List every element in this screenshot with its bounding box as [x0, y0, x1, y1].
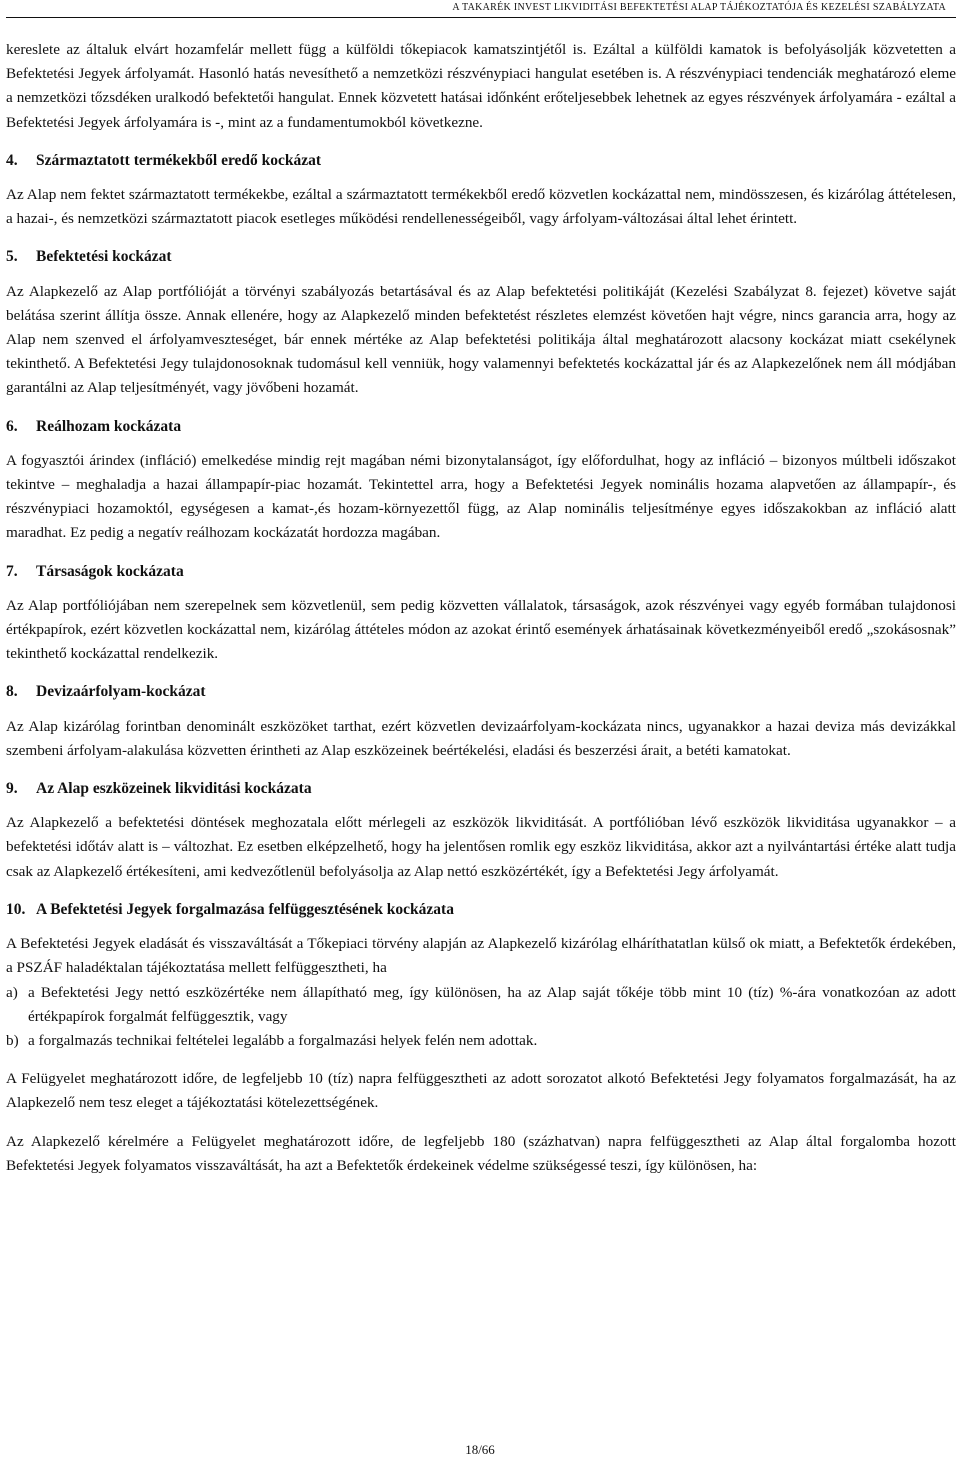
section-title: Befektetési kockázat [36, 248, 172, 266]
list-item [6, 1029, 956, 1053]
section-heading [6, 149, 956, 173]
section-5 [6, 245, 956, 400]
section-paragraph: Az Alap nem fektet származtatott termékekbe, ezáltal a származtatott termékekből eredő közvetlen kockázattal nem, mindösszesen, és kizárólag áttételesen, a hazai-, és nemzetközi származtatott piacok esetleges működési rendellenességeiből, vagy árfolyam-változásai által lehet érintett. [6, 186, 956, 228]
section-title: Devizaárfolyam-kockázat [36, 683, 206, 701]
section-number: 7. [6, 562, 18, 580]
suspension-conditions-list [6, 981, 956, 1054]
section-paragraph: Az Alapkezelő a befektetési döntések meghozatala előtt mérlegeli az eszközök likviditását. A portfólióban lévő eszközök likviditása ugyanakkor – a befektetési időtáv alatt is – változhat. Ez esetben elképzelhető, hogy ha jelentősen romlik egy eszköz likviditása, akkor azt a nyilvántartási értéke alatt tudja csak az Alapkezelő értékesíteni, ami kedvezőtlenül befolyásolja az Alap nettó eszközértékét, így a Befektetési Jegy árfolyamát. [6, 814, 956, 880]
section-paragraph: A Felügyelet meghatározott időre, de legfeljebb 10 (tíz) napra felfüggesztheti az adott sorozatot alkotó Befektetési Jegy folyamatos forgalmazását, ha az Alapkezelő nem tesz eleget a tájékoztatási kötelezettségének. [6, 1070, 956, 1112]
section-paragraph: Az Alapkezelő az Alap portfólióját a törvényi szabályozás betartásával és az Alap befektetési politikáját (Kezelési Szabályzat 8. fejezet) követve saját belátása szerint állítja össze. Annak ellenére, hogy az Alapkezelő minden befektetést részletes elemzést követően hajt végre, nincs garancia arra, hogy az Alap nem szenved el árfolyamveszteséget, bár ennek mértéke az Alap befektetési politikája által meghatározott alacsony kockázat miatt csekélynek tekinthető. A Befektetési Jegy tulajdonosoknak tudomásul kell venniük, hogy valamennyi befektetés kockázattal jár és az Alapkezelőnek nem áll módjában garantálni az Alap teljesítményét, vagy jövőbeni hozamát. [6, 282, 956, 397]
list-item-text: a forgalmazás technikai feltételei legalább a forgalmazási helyek felén nem adottak. [28, 1031, 538, 1049]
section-6 [6, 415, 956, 546]
section-8 [6, 680, 956, 763]
list-item-text: a Befektetési Jegy nettó eszközértéke nem állapítható meg, így különösen, ha az Alap saját tőkéje több mint 10 (tíz) %-ára vonatkozóan az adott értékpapírok forgalmát felfüggesztik, vagy [28, 983, 956, 1025]
list-item [6, 981, 956, 1029]
list-marker: b) [6, 1031, 19, 1049]
section-number: 8. [6, 683, 18, 701]
list-marker: a) [6, 983, 18, 1001]
section-heading [6, 415, 956, 439]
section-number: 4. [6, 151, 18, 169]
section-paragraph: A fogyasztói árindex (infláció) emelkedése mindig rejt magában némi bizonytalanságot, így előfordulhat, hogy az infláció – bizonyos múltbeli időszakot tekintve – meghaladja a hazai állampapír-piac hozamát. Tekintettel arra, hogy a Befektetési Jegyek nominális hozama alapvetően az állampapír-, és részvénypiaci hozamoktól, egységesen a kamat-,és hozam-környezettől függ, az Alap nominális teljesítménye egyes időszakokban az infláció alatt maradhat. Ez pedig a negatív reálhozam kockázatát hordozza magában. [6, 451, 956, 542]
page-number: 18/66 [465, 1442, 495, 1457]
section-number: 5. [6, 248, 18, 266]
section-heading [6, 777, 956, 801]
section-number: 10. [6, 900, 26, 918]
section-heading [6, 245, 956, 269]
section-10 [6, 898, 956, 1178]
section-paragraph: Az Alap portfóliójában nem szerepelnek sem közvetlenül, sem pedig közvetten vállalatok, társaságok, azok részvényei vagy egyéb formában tulajdonosi értékpapírok, ezért közvetlen kockázattal nem, kizárólag áttételes módon az azokat érintő események árhatásainak következményeiből eredő „szokásosnak” tekinthető kockázattal rendelkezik. [6, 596, 956, 663]
section-paragraph: Az Alapkezelő kérelmére a Felügyelet meghatározott időre, de legfeljebb 180 (százhatvan) napra felfüggesztheti az Alap által forgalomba hozott Befektetési Jegyek folyamatos visszaváltását, ha azt a Befektetők érdekeinek védelme szükségessé teszi, így különösen, ha: [6, 1132, 956, 1174]
section-heading [6, 680, 956, 704]
running-header: A TAKARÉK INVEST LIKVIDITÁSI BEFEKTETÉSI ALAP TÁJÉKOZTATÓJA ÉS KEZELÉSI SZABÁLYZATA [452, 2, 946, 13]
section-heading [6, 560, 956, 584]
section-title: Társaságok kockázata [36, 562, 184, 580]
section-title: Az Alap eszközeinek likviditási kockázata [36, 780, 312, 798]
document-body [6, 38, 956, 1192]
section-number: 6. [6, 417, 18, 435]
section-number: 9. [6, 780, 18, 798]
section-paragraph: Az Alap kizárólag forintban denominált eszközöket tarthat, ezért közvetlen devizaárfolyam-kockázata nincs, ugyanakkor a hazai deviza más devizákkal szembeni árfolyam-alakulása közvetten érintheti az Alap eszközeinek beértékelési, eladási és beszerzési árait, a betéti kamatokat. [6, 717, 956, 759]
section-9 [6, 777, 956, 884]
section-title: Reálhozam kockázata [36, 417, 182, 435]
section-title: Származtatott termékekből eredő kockázat [36, 151, 322, 169]
section-heading [6, 898, 956, 922]
intro-paragraph: kereslete az általuk elvárt hozamfelár mellett függ a külföldi tőkepiacok kamatszintjétől is. Ezáltal a külföldi kamatok is befolyásolják közvetetten a Befektetési Jegyek árfolyamát. Hasonló hatás nevesíthető a nemzetközi részvénypiaci hangulat esetében is. A részvénypiaci tendenciák meghatározó eleme a nemzetközi tőzsdéken uralkodó befektetői hangulat. Ennek közvetett hatásai időnként erőteljesebbek lehetnek az egyes részvények árfolyamára - ezáltal a Befektetési Jegyek árfolyamára is -, mint az a fundamentumokból következne. [6, 41, 956, 131]
header-rule [6, 17, 956, 18]
section-7 [6, 560, 956, 667]
section-4 [6, 149, 956, 232]
section-paragraph: A Befektetési Jegyek eladását és visszaváltását a Tőkepiaci törvény alapján az Alapkezelő kizárólag elháríthatatlan külső ok miatt, a Befektetők érdekében, a PSZÁF haladéktalan tájékoztatása mellett felfüggesztheti, ha [6, 935, 956, 977]
section-title: A Befektetési Jegyek forgalmazása felfüggesztésének kockázata [36, 900, 454, 918]
